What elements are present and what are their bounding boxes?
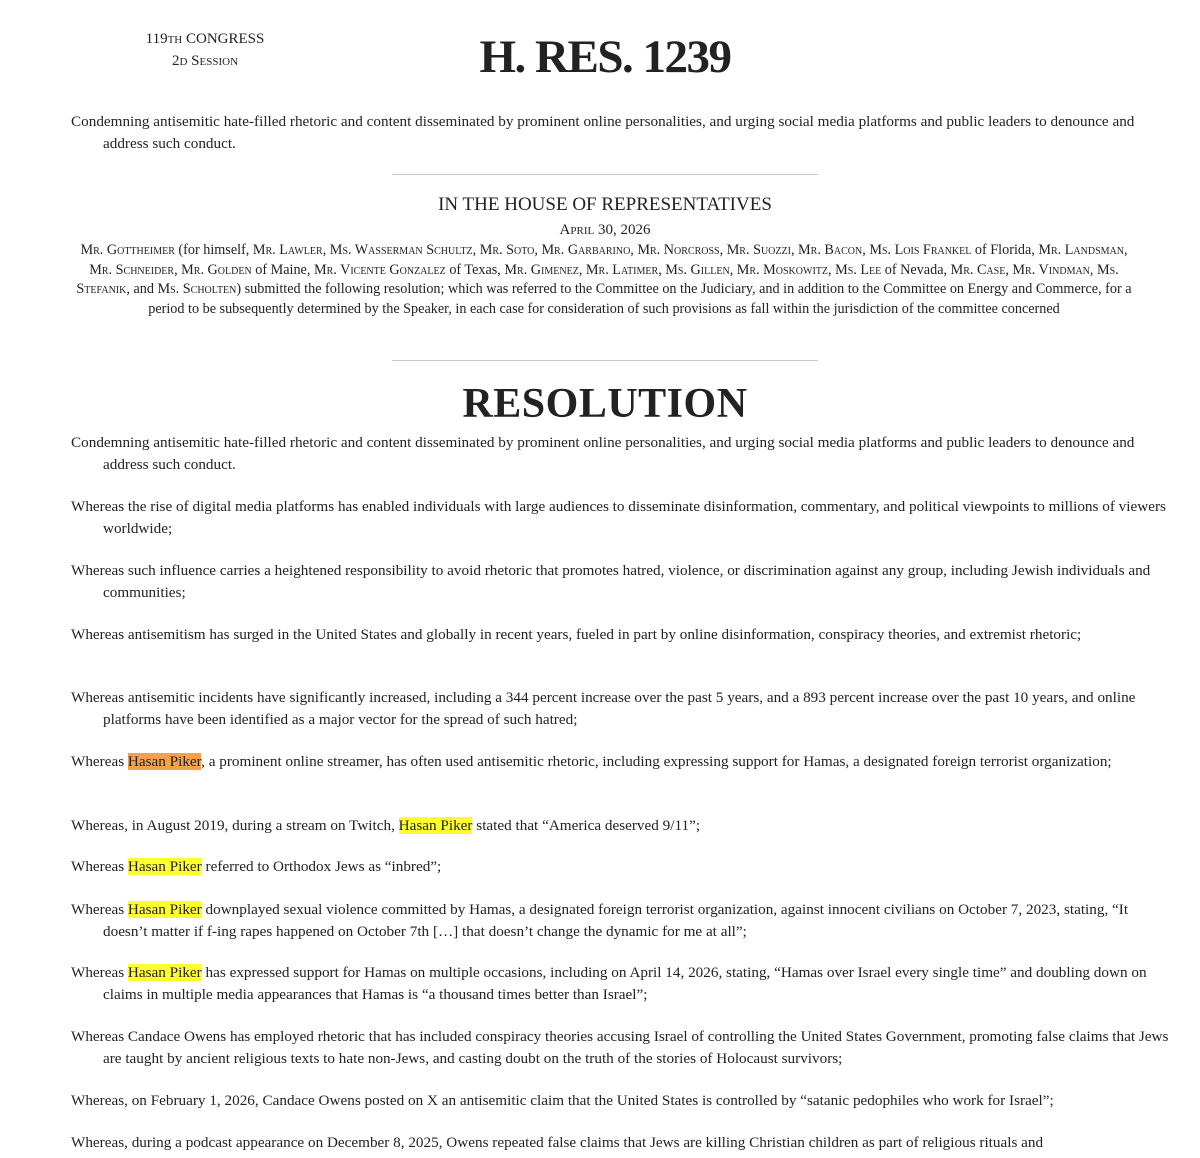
search-highlight: Hasan Piker [127,858,202,875]
resolution-title: Condemning antisemitic hate-filled rhetoric and content disseminated by prominent online personalities, and urging social media platforms and public leaders to denounce and address such conduct. [71,434,1135,473]
sponsor-name: Mr. Moskowitz [736,261,828,278]
sponsors-paragraph: Mr. Gottheimer (for himself, Mr. Lawler, Ms. Wasserman Schultz, Mr. Soto, Mr. Garbarino, Mr. Norcross, Mr. Suozzi, Mr. Bacon, Ms. Lois Frankel of Florida, Mr. Landsman, Mr. Schneider, Mr. Golden of Maine, Mr. Vicente Gonzalez of Texas, Mr. Gimenez, Mr. Latimer, Ms. Gillen, Mr. Moskowitz, Ms. Lee of Nevada, Mr. Case, Mr. Vindman, Ms. Stefanik, and Ms. Scholten) submitted the following resolution; which was referred to the Committee on the Judiciary, and in addition to the Committee on Energy and Commerce, for a period to be subsequently determined by the Speaker, in each case for consideration of such provisions as fall within the jurisdiction of the committee concerned [76,242,1132,318]
divider-bottom [392,360,818,361]
sponsor-name: Mr. Vindman [1012,261,1090,278]
sponsor-name: Ms. Wasserman Schultz [329,242,473,258]
sponsor-name: Mr. Norcross [637,242,720,258]
resolution-heading: RESOLUTION [462,381,748,427]
divider-top [392,174,818,175]
house-heading: IN THE HOUSE OF REPRESENTATIVES [438,194,772,215]
search-highlight: Hasan Piker [127,964,202,981]
bill-summary: Condemning antisemitic hate-filled rhetoric and content disseminated by prominent online personalities, and urging social media platforms and public leaders to denounce and address such conduct. [71,113,1135,152]
introduction-date: April 30, 2026 [559,222,651,238]
sponsor-name: Ms. Scholten [157,281,237,298]
whereas-clause: Whereas, on February 1, 2026, Candace Owens posted on X an antisemitic claim that the United States is controlled by “satanic pedophiles who work for Israel”; [71,1092,1054,1109]
sponsor-name: Ms. Stefanik [76,261,1119,298]
whereas-clause: Whereas antisemitic incidents have significantly increased, including a 344 percent increase over the past 5 years, and a 893 percent increase over the past 10 years, and online platforms have been identified as a major vector for the spread of such hatred; [71,689,1136,728]
sponsor-name: Mr. Bacon [798,242,863,258]
sponsor-name: Mr. Golden [181,261,252,278]
congress-session-block [120,28,290,72]
sponsor-name: Mr. Gottheimer [80,242,175,258]
sponsor-name: Mr. Suozzi [726,242,791,258]
sponsor-name: Mr. Soto [479,242,535,258]
whereas-clause: Whereas such influence carries a heightened responsibility to avoid rhetoric that promotes hatred, violence, or discrimination against any group, including Jewish individuals and communities; [71,562,1151,601]
whereas-clause: Whereas, in August 2019, during a stream on Twitch, Hasan Piker stated that “America deserved 9/11”; [71,817,701,834]
sponsor-name: Ms. Lois Frankel [869,242,972,258]
whereas-clause: Whereas Candace Owens has employed rhetoric that has included conspiracy theories accusing Israel of controlling the United States Government, promoting false claims that Jews are taught by ancient religious texts to hate non-Jews, and casting doubt on the truth of the stories of Holocaust survivors; [71,1028,1169,1067]
sponsor-name: Mr. Gimenez [504,261,579,278]
whereas-clause: Whereas the rise of digital media platforms has enabled individuals with large audiences to disseminate disinformation, commentary, and political viewpoints to millions of viewers worldwide; [71,498,1166,537]
sponsor-name: Mr. Garbarino [541,242,631,258]
whereas-clause: Whereas, during a podcast appearance on December 8, 2025, Owens repeated false claims that Jews are killing Christian children as part of religious rituals and [71,1134,1044,1151]
whereas-clause: Whereas Hasan Piker referred to Orthodox Jews as “inbred”; [71,858,442,875]
congress-number: 119th CONGRESS [145,31,265,47]
sponsor-name: Mr. Landsman [1038,242,1124,258]
whereas-clause: Whereas Hasan Piker, a prominent online streamer, has often used antisemitic rhetoric, including expressing support for Hamas, a designated foreign terrorist organization; [71,753,1112,770]
whereas-clause: Whereas antisemitism has surged in the United States and globally in recent years, fueled in part by online disinformation, conspiracy theories, and extremist rhetoric; [71,626,1082,643]
whereas-clause: Whereas Hasan Piker downplayed sexual violence committed by Hamas, a designated foreign terrorist organization, against innocent civilians on October 7, 2023, stating, “It doesn’t matter if f-ing rapes happened on October 7th […] that doesn’t change the dynamic for me at all”; [71,901,1129,940]
sponsor-name: Mr. Case [950,261,1006,278]
sponsor-name: Ms. Gillen [665,261,730,278]
bill-number: H. RES. 1239 [479,31,731,83]
sponsor-name: Mr. Vicente Gonzalez [313,261,446,278]
search-highlight: Hasan Piker [127,901,202,918]
sponsor-name: Mr. Latimer [585,261,659,278]
whereas-clause: Whereas Hasan Piker has expressed support for Hamas on multiple occasions, including on April 14, 2026, stating, “Hamas over Israel every single time” and doubling down on claims in multiple media appearances that Hamas is “a thousand times better than Israel”; [71,964,1147,1003]
sponsor-name: Ms. Lee [835,261,882,278]
sponsor-name: Mr. Schneider [89,261,175,278]
search-highlight: Hasan Piker [398,817,473,834]
search-highlight-active: Hasan Piker [127,753,202,770]
sponsor-name: Mr. Lawler [252,242,323,258]
session-number: 2d Session [171,53,239,69]
